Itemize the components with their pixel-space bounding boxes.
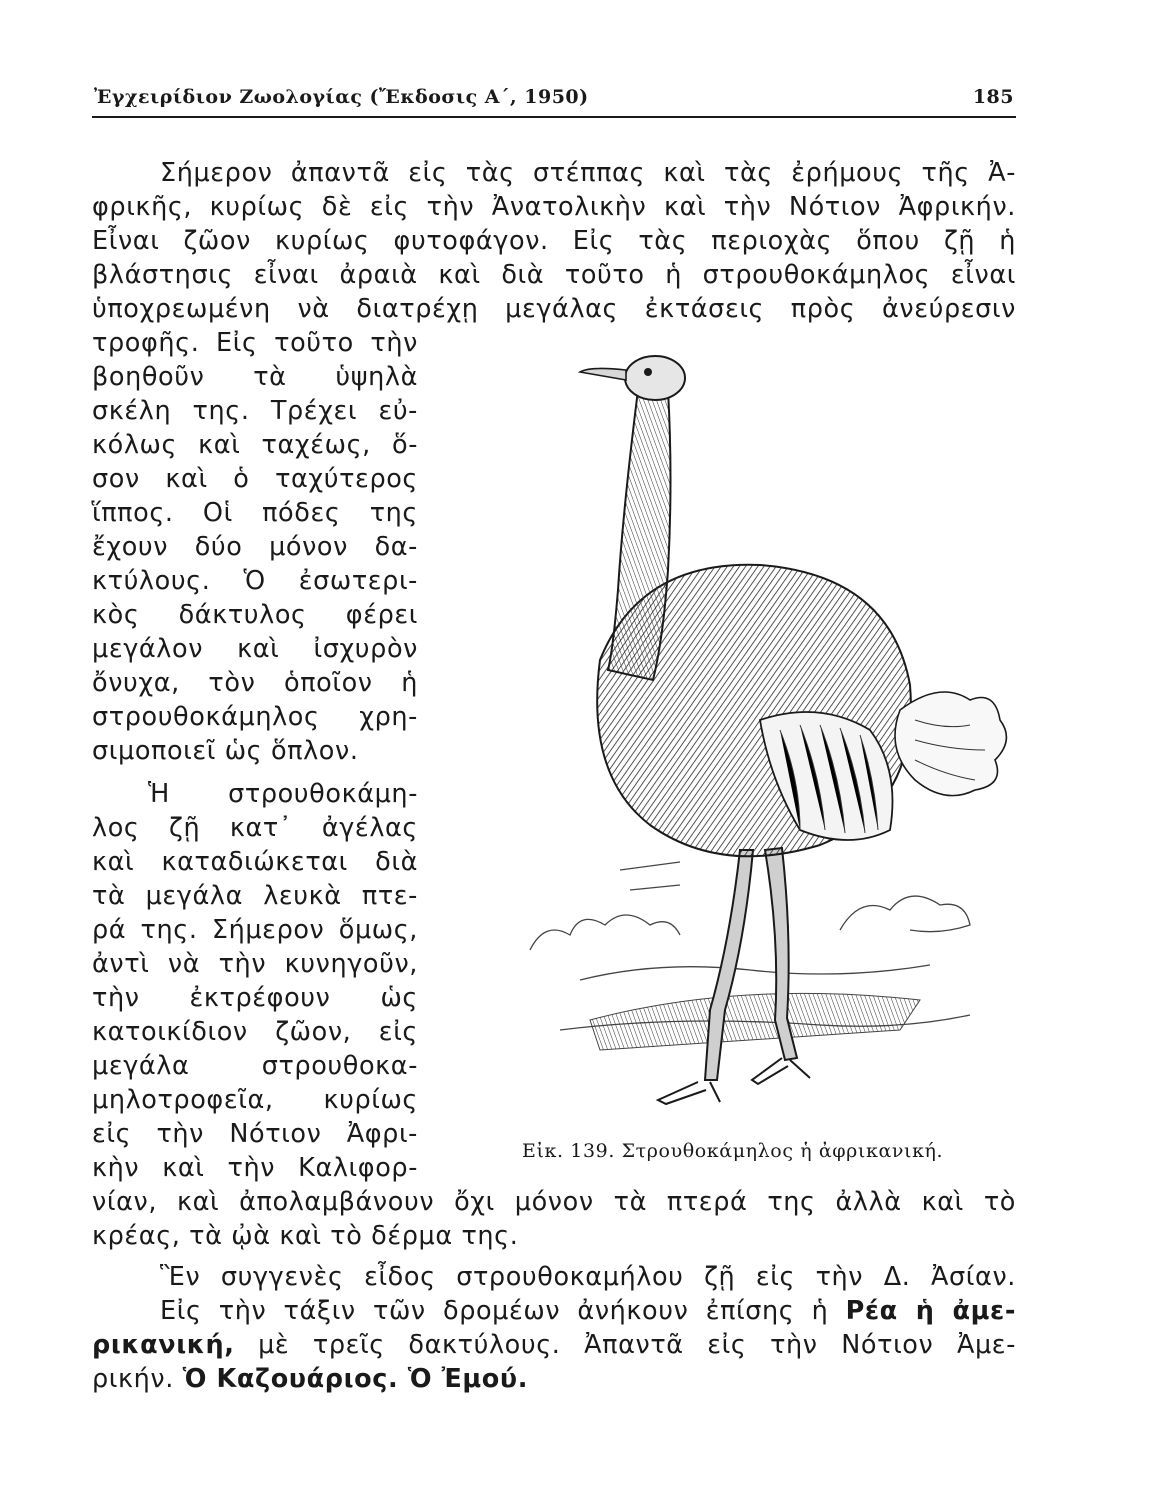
text-line: ἀντὶ νὰ τὴν κυνηγοῦν, <box>92 949 418 979</box>
text-line: κατοικίδιον ζῶον, εἰς <box>92 1017 418 1047</box>
text-line: μηλοτροφεῖα, κυρίως <box>92 1085 418 1115</box>
text-line: λος ζῇ κατ᾽ ἀγέλας <box>92 813 418 843</box>
paragraph-3: Ἓν συγγενὲς εἶδος στρουθοκαμήλου ζῇ εἰς τὴν Δ. Ἀσίαν. <box>160 1262 1016 1292</box>
text-line: τὰ μεγάλα λευκὰ πτε- <box>92 881 418 911</box>
text-line: Ἡ στρουθοκάμη- <box>148 779 418 809</box>
ostrich-eye <box>644 368 652 376</box>
cassowary-emu-names: Ὁ Καζουάριος. Ὁ Ἐμού. <box>182 1364 528 1394</box>
text-line <box>92 1362 1016 1396</box>
text-line: φρικῆς, κυρίως δὲ εἰς τὴν Ἀνατολικὴν καὶ τὴν Νότιον Ἀφρικήν. <box>92 192 1016 222</box>
ostrich-head <box>625 356 685 400</box>
text-line: κὴν καὶ τὴν Καλιφορ- <box>92 1153 418 1183</box>
book-title: Ἐγχειρίδιον Ζωολογίας (Ἔκδοσις Α΄, 1950) <box>94 86 589 108</box>
text-line: ὑποχρεωμένη νὰ διατρέχῃ μεγάλας ἐκτάσεις πρὸς ἀνεύρεσιν <box>92 294 1016 324</box>
text-line: ἔχουν δύο μόνον δα- <box>92 532 418 562</box>
text-line: σιμοποιεῖ ὡς ὅπλον. <box>92 736 359 766</box>
text-segment: Εἰς τὴν τάξιν τῶν δρομέων ἀνήκουν ἐπίσης ἡ <box>160 1296 846 1326</box>
text-line: Σήμερον ἀπαντᾶ εἰς τὰς στέππας καὶ τὰς ἐρήμους τῆς Ἀ- <box>160 158 1016 188</box>
rhea-name-cont: ρικανική, <box>92 1330 235 1360</box>
ostrich-legs <box>658 848 810 1104</box>
text-line: καὶ καταδιώκεται διὰ <box>92 847 418 877</box>
text-line <box>160 1294 1016 1328</box>
text-line: σκέλη της. Τρέχει εὐ- <box>92 396 418 426</box>
ostrich-illustration <box>520 330 1020 1130</box>
text-line: μεγάλα στρουθοκα- <box>92 1051 418 1081</box>
text-line: σον καὶ ὁ ταχύτερος <box>92 464 418 494</box>
tail-plumes <box>895 692 1006 796</box>
text-line: μεγάλον καὶ ἰσχυρὸν <box>92 634 418 664</box>
text-line: Εἶναι ζῶον κυρίως φυτοφάγον. Εἰς τὰς περιοχὰς ὅπου ζῇ ἡ <box>92 226 1016 256</box>
text-line: ρά της. Σήμερον ὅμως, <box>92 915 418 945</box>
text-line: ὄνυχα, τὸν ὁποῖον ἡ <box>92 668 418 698</box>
text-line: στρουθοκάμηλος χρη- <box>92 702 418 732</box>
text-line: νίαν, καὶ ἀπολαμβάνουν ὄχι μόνον τὰ πτερά της ἀλλὰ καὶ τὸ <box>92 1187 1016 1217</box>
ground-patch <box>590 993 920 1050</box>
figure-caption: Εἰκ. 139. Στρουθοκάμηλος ἡ ἀφρικανική. <box>522 1140 944 1162</box>
text-line: ἵππος. Οἱ πόδες της <box>92 498 418 528</box>
rhea-name: Ρέα ἡ ἀμε- <box>845 1296 1017 1326</box>
text-line: τροφῆς. Εἰς τοῦτο τὴν <box>92 328 418 358</box>
ostrich-beak <box>580 368 626 380</box>
running-header <box>92 84 1016 118</box>
text-line: βοηθοῦν τὰ ὑψηλὰ <box>92 362 418 392</box>
text-line <box>92 1328 1016 1362</box>
ostrich-drawing <box>520 330 1020 1130</box>
page-number: 185 <box>972 86 1014 108</box>
text-line: βλάστησις εἶναι ἀραιὰ καὶ διὰ τοῦτο ἡ στρουθοκάμηλος εἶναι <box>92 260 1016 290</box>
text-segment: ρικήν. <box>92 1364 183 1394</box>
text-line: κὸς δάκτυλος φέρει <box>92 600 418 630</box>
text-line: κρέας, τὰ ᾠὰ καὶ τὸ δέρμα της. <box>92 1221 519 1251</box>
text-line: εἰς τὴν Νότιον Ἀφρι- <box>92 1119 418 1149</box>
ostrich-neck <box>608 390 671 680</box>
text-segment: μὲ τρεῖς δακτύλους. Ἀπαντᾶ εἰς τὴν Νότιον Ἀμε- <box>234 1330 1016 1360</box>
text-line: κόλως καὶ ταχέως, ὅ- <box>92 430 418 460</box>
text-line: τὴν ἐκτρέφουν ὡς <box>92 983 418 1013</box>
text-line: κτύλους. Ὁ ἐσωτερι- <box>92 566 418 596</box>
